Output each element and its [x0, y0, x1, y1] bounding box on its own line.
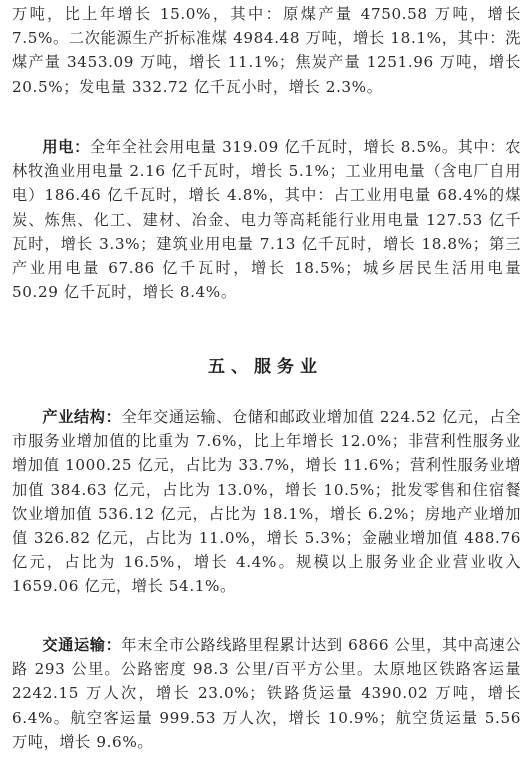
transport-paragraph [12, 633, 521, 754]
electricity-text: 全年全社会用电量 319.09 亿千瓦时，增长 8.5%。其中：农林牧渔业用电量 2.16 亿千瓦时，增长 5.1%；工业用电量（含电厂自用电）186.46 亿千瓦时，增长 4.8%，其中：占工业用电量 68.4%的煤炭、炼焦、化工、建材、冶金、电力等高耗能行业用电量 127.53 亿千瓦时，增长 3.3%；建筑业用电量 7.13 亿千瓦时，增长 18.8%；第三产业用电量 67.86 亿千瓦时，增长 18.5%；城乡居民生活用电量 50.29 亿千瓦时，增长 8.4%。 [12, 138, 521, 302]
industry-structure-paragraph [12, 405, 521, 599]
electricity-lead: 用电： [42, 138, 90, 156]
transport-lead: 交通运输： [42, 636, 122, 654]
industry-structure-text: 全年交通运输、仓储和邮政业增加值 224.52 亿元，占全市服务业增加值的比重为 7.6%，比上年增长 12.0%；非营利性服务业增加值 1000.25 亿元，占比为 33.7%，增长 11.6%；营利性服务业增加值 384.63 亿元，占比为 13.0%，增长 10.5%；批发零售和住宿餐饮业增加值 536.12 亿元，占比为 18.1%，增长 6.2%；房地产业增加值 326.82 亿元，占比为 11.0%，增长 5.3%；金融业增加值 488.76 亿元，占比为 16.5%，增长 4.4%。规模以上服务业企业营业收入 1659.06 亿元，增长 54.1%。 [12, 408, 522, 596]
energy-production-paragraph [12, 2, 521, 99]
industry-structure-lead: 产业结构： [42, 408, 122, 426]
electricity-paragraph [12, 135, 521, 304]
transport-text: 年末全市公路线路里程累计达到 6866 公里，其中高速公路 293 公里。公路密度 98.3 公里/百平方公里。太原地区铁路客运量 2242.15 万人次，增长 23.0%；铁路货运量 4390.02 万吨，增长 6.4%。航空客运量 999.53 万人次，增长 10.9%；航空货运量 5.56 万吨，增长 9.6%。 [12, 636, 521, 751]
section-heading: 五、服务业 [208, 357, 323, 377]
energy-production-text: 万吨，比上年增长 15.0%，其中：原煤产量 4750.58 万吨，增长 7.5%。二次能源生产折标准煤 4984.48 万吨，增长 18.1%，其中：洗煤产量 3453.09 万吨，增长 11.1%；焦炭产量 1251.96 万吨，增长 20.5%；发电量 332.72 亿千瓦小时，增长 2.3%。 [12, 5, 521, 96]
